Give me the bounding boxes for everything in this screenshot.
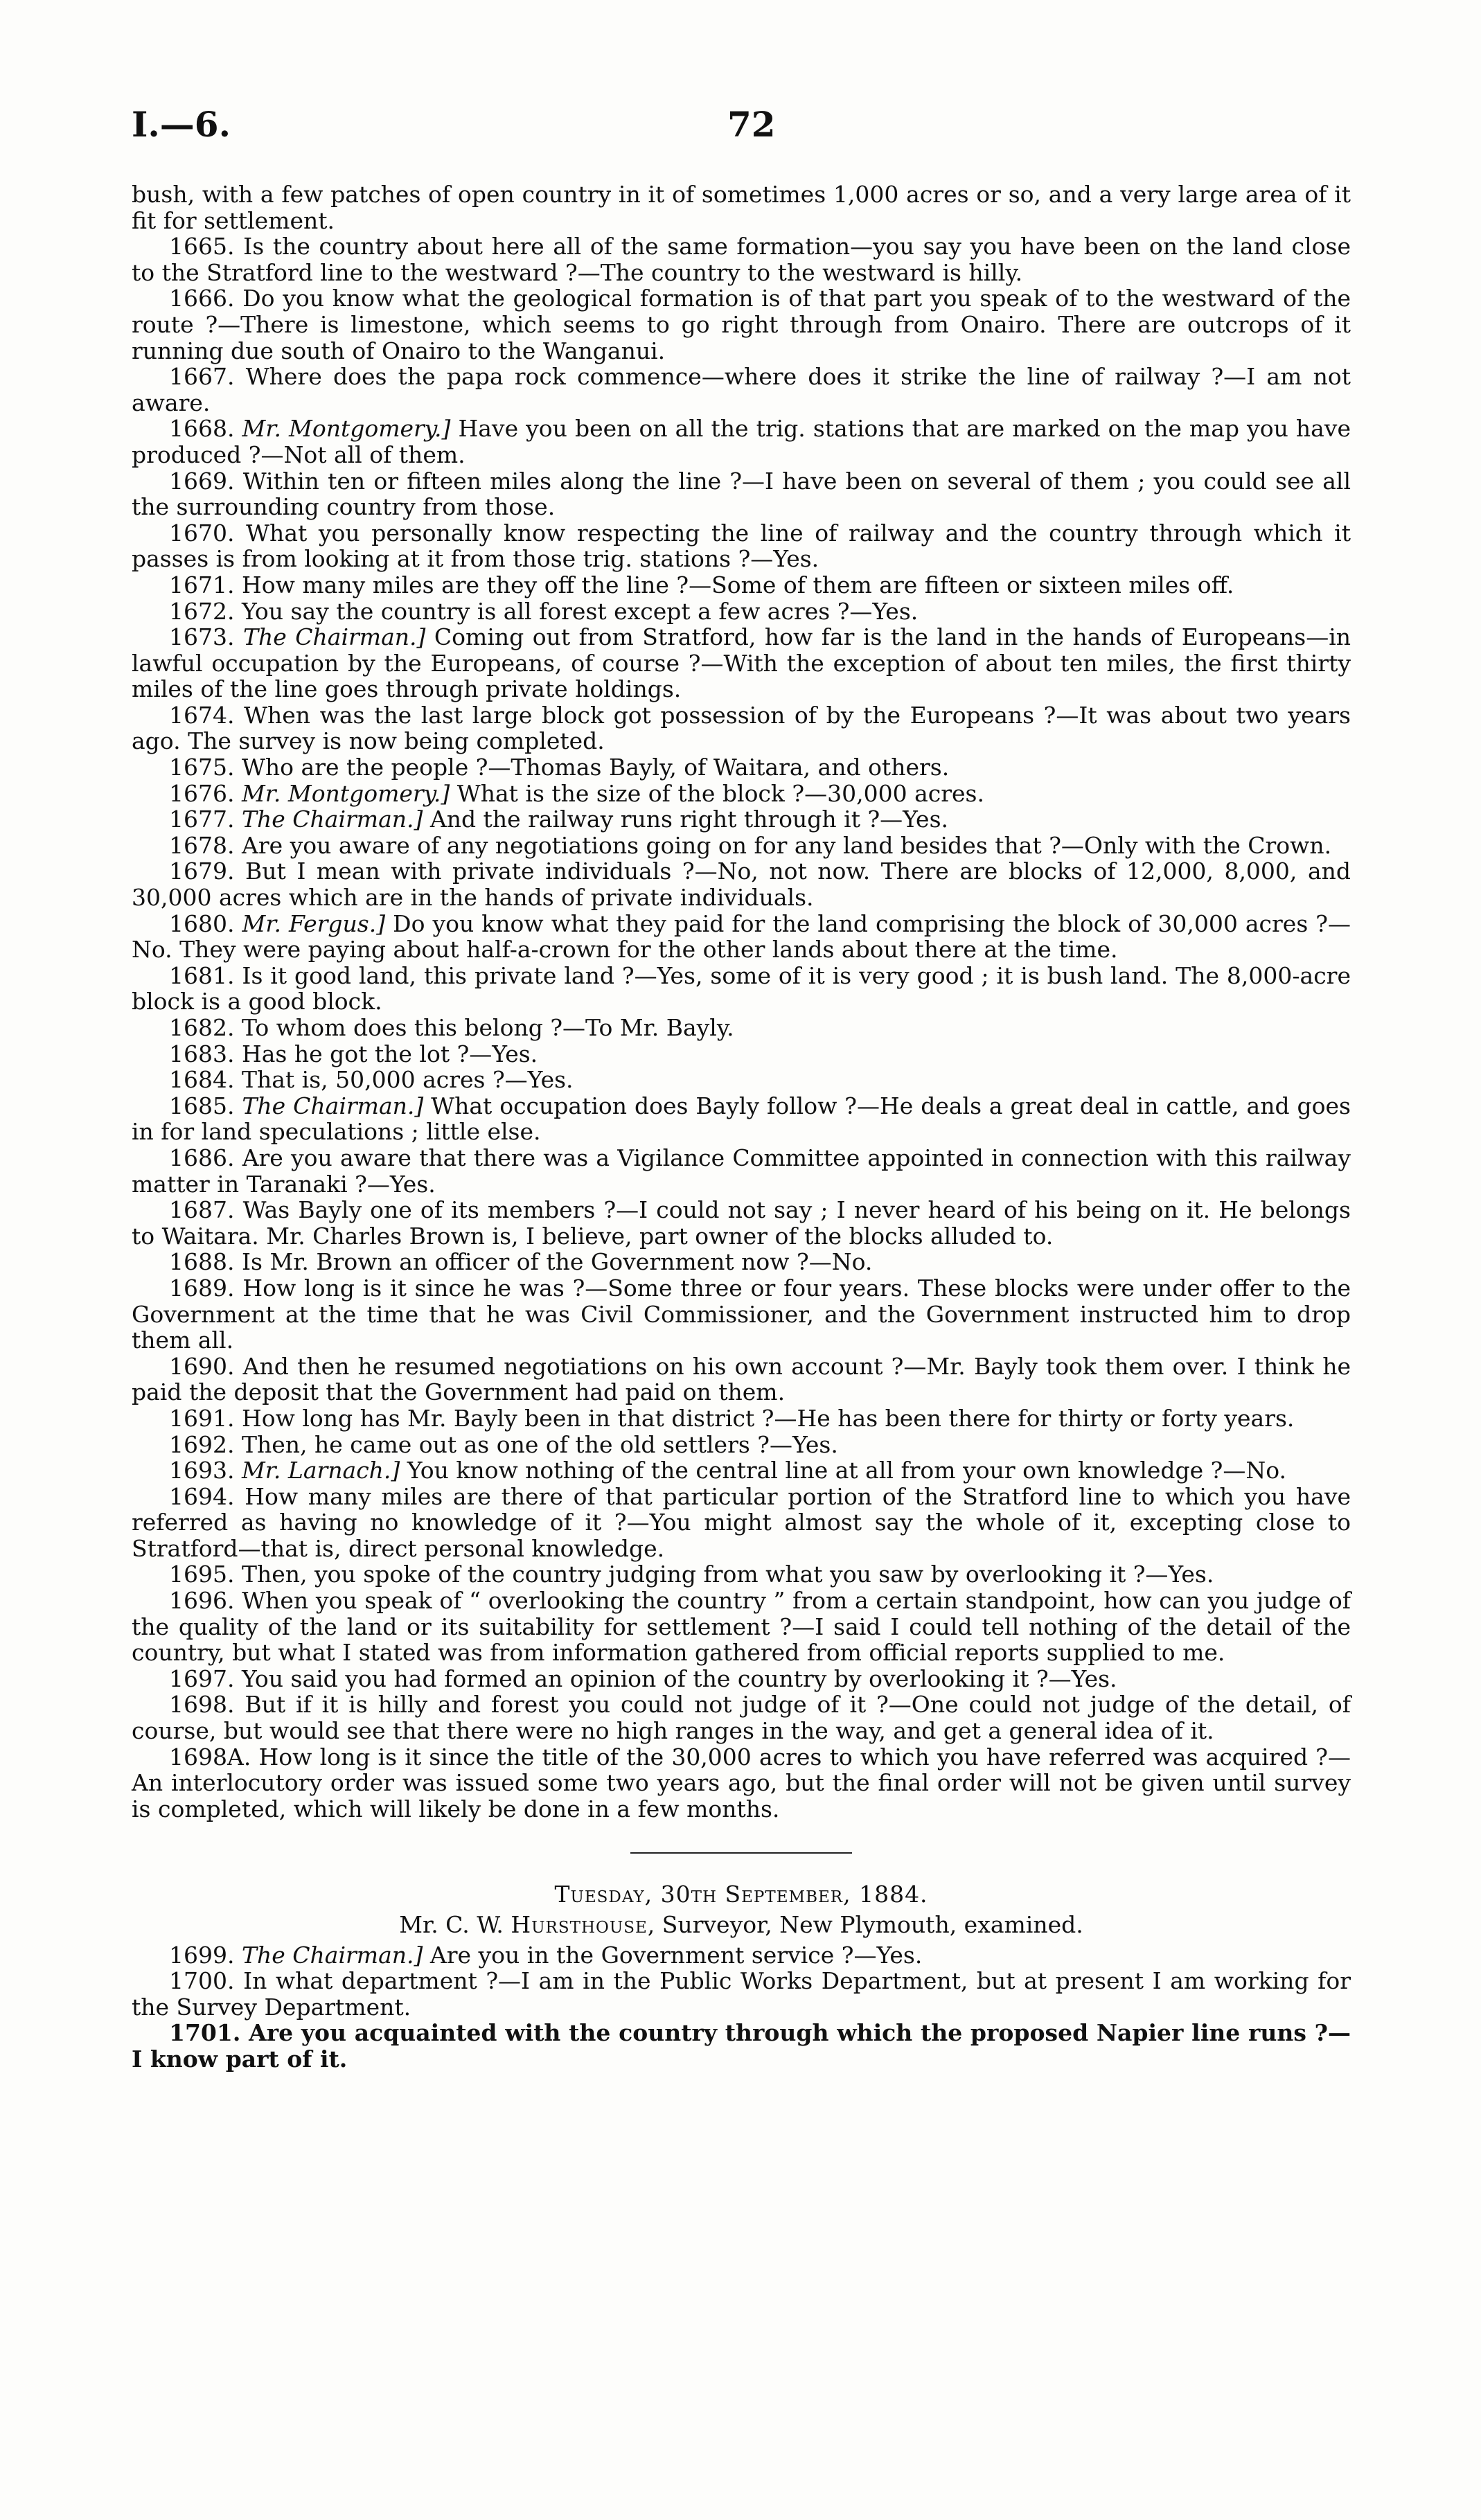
question-paragraph <box>132 963 1351 1015</box>
question-text: Has he got the lot ?—Yes. <box>241 1040 538 1067</box>
question-text: Do you know what they paid for the land comprising the block of 30,000 acres ?—No. They were paying about half-a-crown for the other lands about there at the time. <box>132 909 1351 964</box>
question-text: Is it good land, this private land ?—Yes, some of it is very good ; it is bush land. The 8,000-acre block is a good block. <box>132 961 1351 1015</box>
question-text: Is Mr. Brown an officer of the Government now ?—No. <box>241 1248 873 1276</box>
question-number: 1691. <box>169 1404 235 1432</box>
question-text: You say the country is all forest except a few acres ?—Yes. <box>241 597 919 625</box>
question-paragraph <box>132 468 1351 520</box>
question-number: 1692. <box>169 1430 235 1458</box>
question-paragraph <box>132 1015 1351 1041</box>
question-paragraph <box>132 1692 1351 1743</box>
question-number: 1697. <box>169 1665 235 1692</box>
question-paragraph <box>132 285 1351 364</box>
question-paragraph <box>132 858 1351 910</box>
question-number: 1686. <box>169 1144 235 1171</box>
question-text: When was the last large block got possession of by the Europeans ?—It was about two years ago. The survey is now being completed. <box>132 701 1351 755</box>
question-text: What occupation does Bayly follow ?—He deals a great deal in cattle, and goes in for land speculations ; little else. <box>132 1092 1351 1146</box>
question-text: How many miles are there of that particular portion of the Stratford line to which you have referred as having no knowledge of it ?—You might almost say the whole of it, excepting close to Stratford—that is, direct personal knowledge. <box>132 1482 1351 1562</box>
question-text: How long has Mr. Bayly been in that district ?—He has been there for thirty or forty years. <box>241 1404 1295 1432</box>
question-paragraph <box>132 1145 1351 1197</box>
question-paragraph <box>132 1588 1351 1666</box>
speaker-name: Mr. Montgomery.] <box>242 415 451 443</box>
question-text: But I mean with private individuals ?—No, not now. There are blocks of 12,000, 8,000, and 30,000 acres which are in the hands of private individuals. <box>132 858 1351 912</box>
question-number: 1698. <box>169 1691 235 1719</box>
speaker-name: Mr. Fergus.] <box>242 909 386 937</box>
witness-prefix: Mr. C. W. <box>399 1911 504 1938</box>
question-paragraph <box>132 1457 1351 1484</box>
session-date: Tuesday, 30th September, 1884. <box>554 1881 928 1908</box>
page-number: 72 <box>727 104 776 145</box>
question-paragraph <box>132 1249 1351 1275</box>
question-text: What is the size of the block ?—30,000 acres. <box>456 779 984 807</box>
question-number: 1695. <box>169 1561 235 1588</box>
question-paragraph <box>132 911 1351 963</box>
question-number: 1679. <box>169 858 235 885</box>
question-text: Within ten or fifteen miles along the line ?—I have been on several of them ; you could see all the surrounding country from those. <box>132 467 1351 521</box>
question-paragraph <box>132 1405 1351 1432</box>
question-number: 1666. <box>169 285 235 312</box>
question-text: Are you acquainted with the country through which the proposed Napier line runs ?—I know part of it. <box>132 2019 1351 2073</box>
question-text: Are you aware of any negotiations going on for any land besides that ?—Only with the Crown. <box>241 831 1332 859</box>
question-number: 1683. <box>169 1040 235 1067</box>
question-text: Who are the people ?—Thomas Bayly, of Waitara, and others. <box>241 754 950 781</box>
section-divider <box>630 1852 852 1854</box>
question-text: And the railway runs right through it ?—Yes. <box>429 806 949 833</box>
question-paragraph <box>132 1197 1351 1249</box>
question-paragraph <box>132 624 1351 702</box>
question-paragraph <box>132 1968 1351 2020</box>
question-number: 1674. <box>169 701 235 729</box>
witness-line <box>132 1912 1351 1938</box>
body-text <box>132 181 1351 2073</box>
question-paragraph <box>132 1093 1351 1145</box>
question-text: How long is it since he was ?—Some three or four years. These blocks were under offer to the Government at the time that he was Civil Commissioner, and the Government instructed him to drop them all. <box>132 1274 1351 1354</box>
speaker-name: The Chairman.] <box>243 623 426 651</box>
question-number: 1688. <box>169 1248 235 1276</box>
opening-paragraph: bush, with a few patches of open country in it of sometimes 1,000 acres or so, and a very large area of it fit for settlement. <box>132 181 1351 234</box>
question-text: And then he resumed negotiations on his own account ?—Mr. Bayly took them over. I think he paid the deposit that the Government had paid on them. <box>132 1352 1351 1406</box>
question-text: In what department ?—I am in the Public Works Department, but at present I am working for the Survey Department. <box>132 1967 1351 2021</box>
question-text: Then, he came out as one of the old settlers ?—Yes. <box>241 1430 838 1458</box>
question-number: 1668. <box>169 415 235 443</box>
question-paragraph <box>132 416 1351 468</box>
question-number: 1665. <box>169 233 235 260</box>
question-text: When you speak of “ overlooking the country ” from a certain standpoint, how can you judge of the quality of the land or its suitability for settlement ?—I said I could tell nothing of the detail of the country, but what I stated was from information gathered from official reports supplied to me. <box>132 1587 1351 1667</box>
question-number: 1687. <box>169 1196 235 1224</box>
question-paragraph <box>132 233 1351 285</box>
evidence-section-1 <box>132 233 1351 1822</box>
document-reference: I.—6. <box>132 104 231 145</box>
question-paragraph <box>132 1744 1351 1822</box>
question-paragraph <box>132 833 1351 859</box>
question-paragraph <box>132 520 1351 572</box>
question-paragraph <box>132 1275 1351 1354</box>
question-text: Do you know what the geological formation is of that part you speak of to the westward of the route ?—There is limestone, which seems to go right through from Onairo. There are outcrops of it running due south of Onairo to the Wanganui. <box>132 285 1351 364</box>
question-number: 1678. <box>169 831 235 859</box>
question-number: 1684. <box>169 1066 235 1094</box>
witness-suffix: , Surveyor, New Plymouth, examined. <box>647 1911 1083 1938</box>
question-paragraph <box>132 1432 1351 1458</box>
question-paragraph <box>132 702 1351 754</box>
page-header <box>132 104 1351 152</box>
question-text: You know nothing of the central line at all from your own knowledge ?—No. <box>407 1457 1287 1484</box>
question-text: Are you in the Government service ?—Yes. <box>429 1941 923 1969</box>
question-paragraph <box>132 754 1351 781</box>
question-text: What you personally know respecting the line of railway and the country through which it passes is from looking at it from those trig. stations ?—Yes. <box>132 519 1351 573</box>
question-number: 1681. <box>169 961 235 989</box>
question-number: 1699. <box>169 1941 235 1969</box>
question-text: You said you had formed an opinion of the country by overlooking it ?—Yes. <box>241 1665 1117 1692</box>
question-number: 1676. <box>169 779 235 807</box>
speaker-name: Mr. Montgomery.] <box>241 779 450 807</box>
question-paragraph <box>132 364 1351 416</box>
witness-name: Hursthouse <box>511 1911 648 1938</box>
question-text: How many miles are they off the line ?—Some of them are fifteen or sixteen miles off. <box>241 571 1234 598</box>
question-text: Then, you spoke of the country judging from what you saw by overlooking it ?—Yes. <box>241 1561 1214 1588</box>
question-number: 1682. <box>169 1014 235 1041</box>
evidence-section-2 <box>132 1942 1351 2073</box>
question-text: To whom does this belong ?—To Mr. Bayly. <box>241 1014 734 1041</box>
question-paragraph <box>132 2020 1351 2072</box>
question-number: 1680. <box>169 909 235 937</box>
question-paragraph <box>132 781 1351 807</box>
question-number: 1685. <box>169 1092 235 1119</box>
question-text: Was Bayly one of its members ?—I could not say ; I never heard of his being on it. He belongs to Waitara. Mr. Charles Brown is, I believe, part owner of the blocks alluded to. <box>132 1196 1351 1250</box>
question-paragraph <box>132 1666 1351 1692</box>
question-paragraph <box>132 1942 1351 1969</box>
question-text: Are you aware that there was a Vigilance Committee appointed in connection with this railway matter in Taranaki ?—Yes. <box>132 1144 1351 1198</box>
question-paragraph <box>132 1354 1351 1405</box>
question-paragraph <box>132 1041 1351 1067</box>
question-number: 1670. <box>169 519 235 547</box>
speaker-name: The Chairman.] <box>241 1941 423 1969</box>
question-number: 1700. <box>169 1967 235 1995</box>
question-text: Where does the papa rock commence—where does it strike the line of railway ?—I am not aware. <box>132 363 1351 416</box>
question-number: 1671. <box>169 571 235 598</box>
question-paragraph <box>132 598 1351 625</box>
speaker-name: The Chairman.] <box>242 1092 424 1119</box>
question-number: 1698A. <box>169 1743 251 1771</box>
question-paragraph <box>132 1561 1351 1588</box>
question-number: 1701. <box>169 2019 241 2047</box>
question-number: 1667. <box>169 363 235 391</box>
question-number: 1690. <box>169 1352 235 1380</box>
question-text: That is, 50,000 acres ?—Yes. <box>241 1066 574 1094</box>
question-text: Have you been on all the trig. stations that are marked on the map you have produced ?—Not all of them. <box>132 415 1351 468</box>
question-number: 1696. <box>169 1587 235 1615</box>
question-text: But if it is hilly and forest you could not judge of it ?—One could not judge of the detail, of course, but would see that there were no high ranges in the way, and get a general idea of it. <box>132 1691 1351 1745</box>
speaker-name: Mr. Larnach.] <box>241 1457 400 1484</box>
question-text: Is the country about here all of the same formation—you say you have been on the land close to the Stratford line to the westward ?—The country to the westward is hilly. <box>132 233 1351 286</box>
question-number: 1689. <box>169 1274 235 1302</box>
question-number: 1694. <box>169 1482 235 1510</box>
question-number: 1672. <box>169 597 235 625</box>
question-number: 1693. <box>169 1457 235 1484</box>
question-paragraph <box>132 1484 1351 1562</box>
speaker-name: The Chairman.] <box>241 806 423 833</box>
question-text: How long is it since the title of the 30,000 acres to which you have referred was acquired ?—An interlocutory order was issued some two years ago, but the final order will not be given until survey is completed, which will likely be done in a few months. <box>132 1743 1351 1822</box>
question-paragraph <box>132 1067 1351 1093</box>
question-paragraph <box>132 806 1351 833</box>
question-number: 1673. <box>169 623 235 651</box>
question-paragraph <box>132 572 1351 598</box>
question-text: Coming out from Stratford, how far is the land in the hands of Europeans—in lawful occupation by the Europeans, of course ?—With the exception of about ten miles, the first thirty miles of the line goes through private holdings. <box>132 623 1351 703</box>
question-number: 1677. <box>169 806 235 833</box>
question-number: 1675. <box>169 754 235 781</box>
question-number: 1669. <box>169 467 235 495</box>
